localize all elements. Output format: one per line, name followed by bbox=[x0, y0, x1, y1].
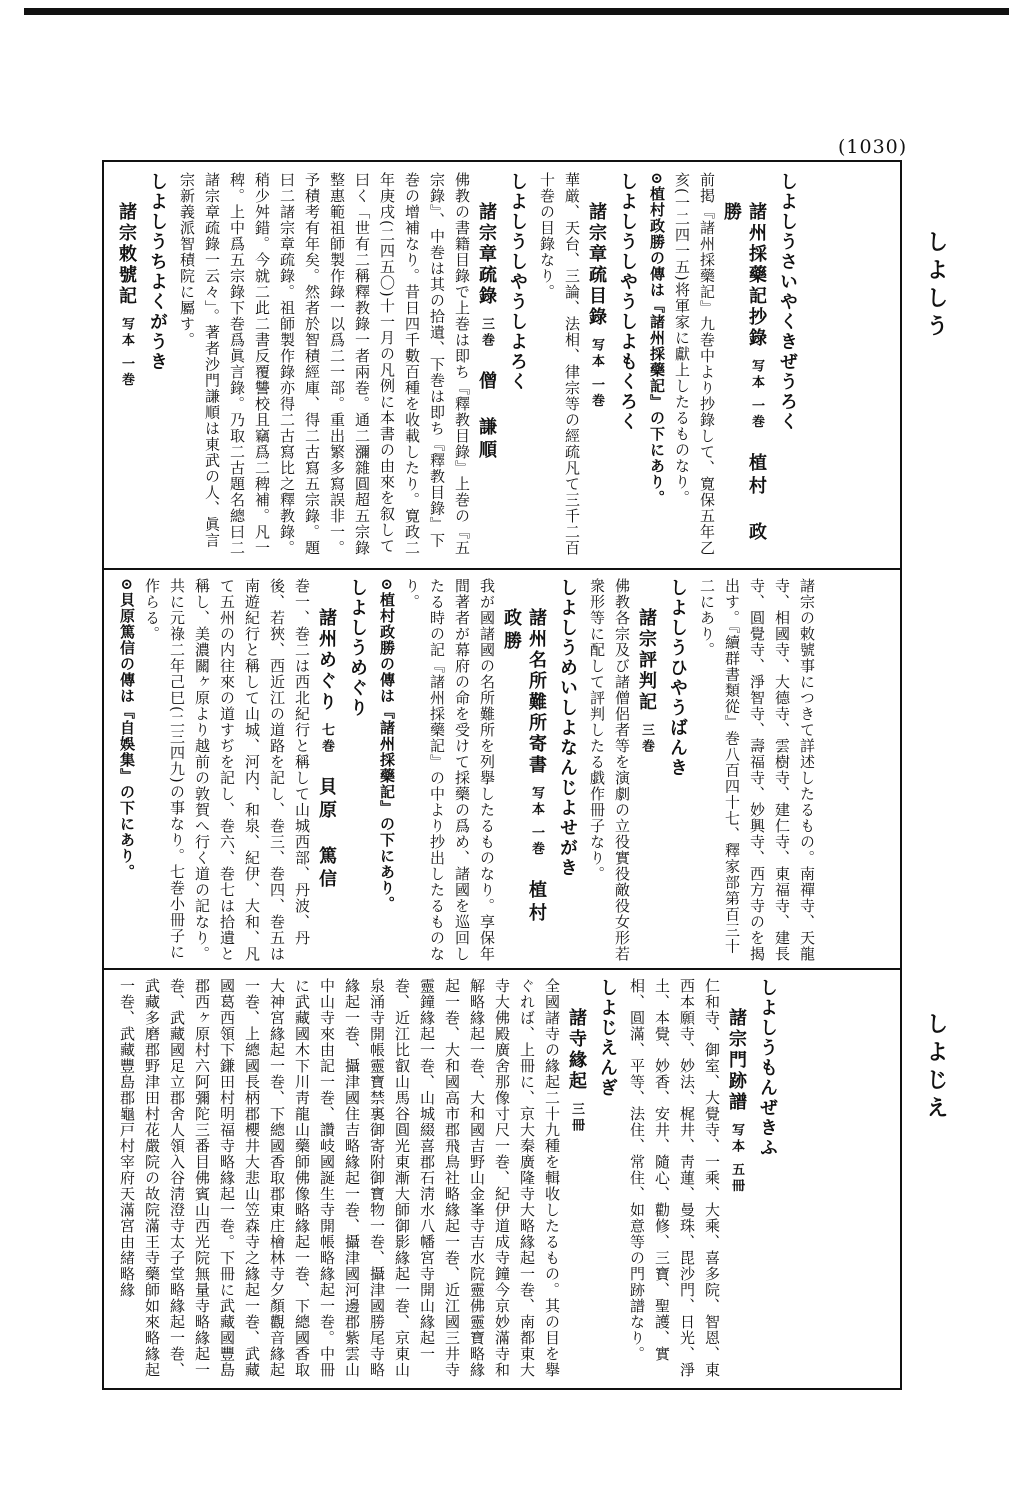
entry-body: 前掲『諸州採藥記』九巻中より抄錄して、寛保五年乙亥(一二四一五)将軍家に獻上したるものなり。 bbox=[673, 172, 716, 556]
entry-heading: しよじえんぎ bbox=[597, 978, 618, 1098]
entry bbox=[624, 978, 780, 1382]
entry-meta: 三巻 bbox=[639, 723, 654, 755]
entry-author: 僧 謙順 bbox=[476, 371, 497, 463]
entry-meta: 三巻 bbox=[479, 317, 494, 349]
entry-heading: しよしうひやうばんき bbox=[667, 578, 688, 778]
entry-body: 佛教の書籍目錄で上巻は即ち『釋教目錄』上巻の『五宗錄』、中巻は其の拾遺、下巻は即ち『釋教目錄』下巻の增補なり。昔日四千數百種を收載したり。寛政二年庚戌(二四五〇)十一月の凡例に本書の由來を叙して曰く「世有二稱釋教錄一者兩巻。通二瀰雜圓超五宗錄整惠範祖師製作錄一以爲二一部。重出繁多寫誤非一。予積考有年矣。然者於智積經庫、得二古寫五宗錄。題曰二諸宗章疏錄。祖師製作錄亦得二古寫比之釋教錄。稍少舛錯。今就二此二書反覆讐校且竊爲二稗補。凡一稗。上中爲五宗錄下巻爲眞言錄。乃取二古題名總曰二諸宗章疏錄一云々」。著者沙門謙順は東武の人、眞言宗新義派智積院に屬す。 bbox=[178, 172, 471, 556]
entry-body: 全國諸寺の緣起二十九種を輯收したるもの。其の目を擧ぐれば、上冊に、京大秦廣隆寺大略緣起一巻、南都東大寺大佛殿廣舍那像寸尺一巻、紀伊道成寺鐘今京妙滿寺和解略緣起一巻、大和國吉野山金峯寺吉水院靈佛靈寶略緣起一巻、大和國高市郡飛鳥社略緣起一巻、近江國三井寺靈鐘緣起一巻、山城綴喜郡石淸水八幡宮寺開山緣起一巻、近江比叡山馬谷圓光東漸大師御影緣起一巻、京東山泉涌寺開帳靈寶禁裏御寄附御寶物一巻、攝津國勝尾寺略緣起一巻、攝津國住吉略緣起一巻、攝津國河邊郡紫雲山中山寺來由記一巻、讚岐國誕生寺開帳略緣起一巻。中冊に武藏國木下川靑龍山藥師佛像略緣起一巻、下總國香取大神宮緣起一巻、下總國香取郡東庄檜林寺夕顏觀音緣起一巻、上總國長柄郡櫻井大悲山笠森寺之緣起一巻、武藏國葛西領下鎌田村明福寺略緣起一巻。下冊に武藏國豐島郡西ヶ原村六阿彌陀三番目佛賓山西光院無量寺略緣起一巻、武藏國足立郡舍人領入谷淸澄寺太子堂略緣起一巻、武藏多磨郡野津田村花嚴院の故院滿王寺藥師如來略緣起一巻、武藏豐島郡龜戸村宰府天滿宮由緒略緣 bbox=[118, 978, 561, 1378]
entry-note: ⊙植村政勝の傳は『諸州採藥記』の下にあり。 bbox=[648, 172, 666, 506]
entry bbox=[694, 578, 819, 962]
bottom-section bbox=[110, 978, 896, 1382]
entry-title: 諸宗評判記 bbox=[636, 608, 657, 713]
entry-meta: 写本 一巻 bbox=[119, 317, 134, 389]
top-section bbox=[110, 172, 896, 562]
entry-heading: しよしうしやうしよろく bbox=[507, 172, 528, 392]
entry-heading: しよしうめいしよなんじよせがき bbox=[557, 578, 578, 878]
entry-title-line bbox=[634, 578, 659, 962]
entry-meta: 写本 一巻 bbox=[589, 338, 604, 410]
entry-heading: しよしうちよくがうき bbox=[147, 172, 168, 372]
entry-title-line bbox=[474, 172, 499, 562]
running-head-right: しよしう bbox=[923, 230, 949, 342]
entry-body: 巻一、巻二は西北紀行と稱して山城西部、丹波、丹後、若狹、西近江の道路を記し、巻三、巻四、巻五は南遊紀行と稱して山城、河内、和泉、紀伊、大和、凡て五州の内往來の道すぢを記し、巻六、巻七は拾遺と稱し、美濃關ヶ原より越前の敦賀へ行く道の記なり。共に元祿二年己巳(二三四九)の事なり。七巻小冊子に作らる。 bbox=[143, 578, 311, 962]
entry-title-line bbox=[114, 172, 139, 562]
entry bbox=[174, 172, 530, 562]
page-number: (1030) bbox=[838, 136, 908, 158]
entry-heading: しよしうめぐり bbox=[347, 578, 368, 718]
running-head-left: しよじえ bbox=[923, 1012, 949, 1124]
entry-author: 植村 政勝 bbox=[721, 202, 767, 545]
entry-title: 諸宗敕號記 bbox=[116, 202, 137, 307]
entry bbox=[114, 578, 370, 962]
entry-title: 諸宗章疏錄 bbox=[476, 202, 497, 307]
section-divider-bottom bbox=[102, 968, 902, 970]
entry-body: 華厳、天台、三論、法相、律宗等の經疏凡て三千二百十巻の目錄なり。 bbox=[538, 172, 581, 556]
entry-meta: 七巻 bbox=[319, 723, 334, 755]
entry-author: 貝原 篤信 bbox=[316, 777, 337, 892]
entry-meta: 写本 一巻 bbox=[529, 786, 544, 858]
entry-title-line bbox=[314, 578, 339, 962]
top-section-text bbox=[110, 172, 800, 562]
entry-meta: 三冊 bbox=[569, 1102, 584, 1134]
entry bbox=[534, 172, 640, 562]
bottom-section-text bbox=[110, 978, 780, 1382]
entry bbox=[114, 978, 620, 1382]
entry-note: ⊙植村政勝の傳は『諸州採藥記』の下にあり。 bbox=[378, 578, 396, 912]
entry-title: 諸州採藥記抄錄 bbox=[746, 202, 767, 349]
entry-heading: しよしうさいやくきぜうろく bbox=[777, 172, 798, 432]
entry-title: 諸州名所難所寄書 bbox=[526, 608, 547, 776]
entry-heading: しよしうもんぜきふ bbox=[757, 978, 778, 1158]
entry bbox=[584, 578, 690, 962]
entry-body: 我が國諸國の名所難所を列擧したるものなり。享保年間著者が幕府の命を受けて採藥の爲め、諸國を巡回したる時の記『諸州採藥記』の中より抄出したるものなり。 bbox=[403, 578, 496, 962]
entry-body: 諸宗の敕號事につきて詳述したるもの。南禪寺、天龍寺、相國寺、大德寺、雲樹寺、建仁寺、東福寺、建長寺、圓覺寺、淨智寺、壽福寺、妙興寺、西方寺のを揭出す。『續群書類從』巻八百四十七、釋家部第百三十二にあり。 bbox=[698, 578, 816, 962]
entry-body: 仁和寺、御室、大覺寺、一乘、大乘、喜多院、智恩、東西本願寺、妙法、梶井、靑蓮、曼珠、毘沙門、日光、淨土、本覺、妙香、安井、隨心、勸修、三寶、聖護、實相、圓滿、平等、法住、常住、如意等の門跡譜なり。 bbox=[628, 978, 721, 1378]
entry-note: ⊙貝原篤信の傳は『自娛集』の下にあり。 bbox=[118, 578, 136, 880]
entry-title-line bbox=[584, 172, 609, 562]
entry bbox=[374, 578, 580, 962]
entry-meta: 写本 五冊 bbox=[729, 1123, 744, 1195]
entry-title-line bbox=[724, 978, 749, 1382]
entry bbox=[114, 172, 170, 562]
entry-meta: 写本 一巻 bbox=[749, 359, 764, 431]
entry-body: 佛教各宗及び諸僧侶者等を演劇の立役實役敵役女形若衆形等に配して評判したる戯作冊子なり。 bbox=[588, 578, 631, 962]
middle-section bbox=[110, 578, 896, 962]
entry-title-line bbox=[499, 578, 549, 962]
section-divider-top bbox=[102, 568, 902, 570]
entry-author: 植村 政勝 bbox=[501, 608, 547, 949]
top-border-bar bbox=[24, 8, 1009, 15]
entry-title: 諸宗章疏目錄 bbox=[586, 202, 607, 328]
entry-title-line bbox=[719, 172, 769, 562]
entry-title: 諸寺緣起 bbox=[566, 1008, 587, 1092]
entry-title: 諸州めぐり bbox=[316, 608, 337, 713]
entry-title: 諸宗門跡譜 bbox=[726, 1008, 747, 1113]
entry-heading: しよしうしやうしよもくろく bbox=[617, 172, 638, 432]
entry-title-line bbox=[564, 978, 589, 1382]
entry bbox=[644, 172, 800, 562]
middle-section-text bbox=[110, 578, 819, 962]
